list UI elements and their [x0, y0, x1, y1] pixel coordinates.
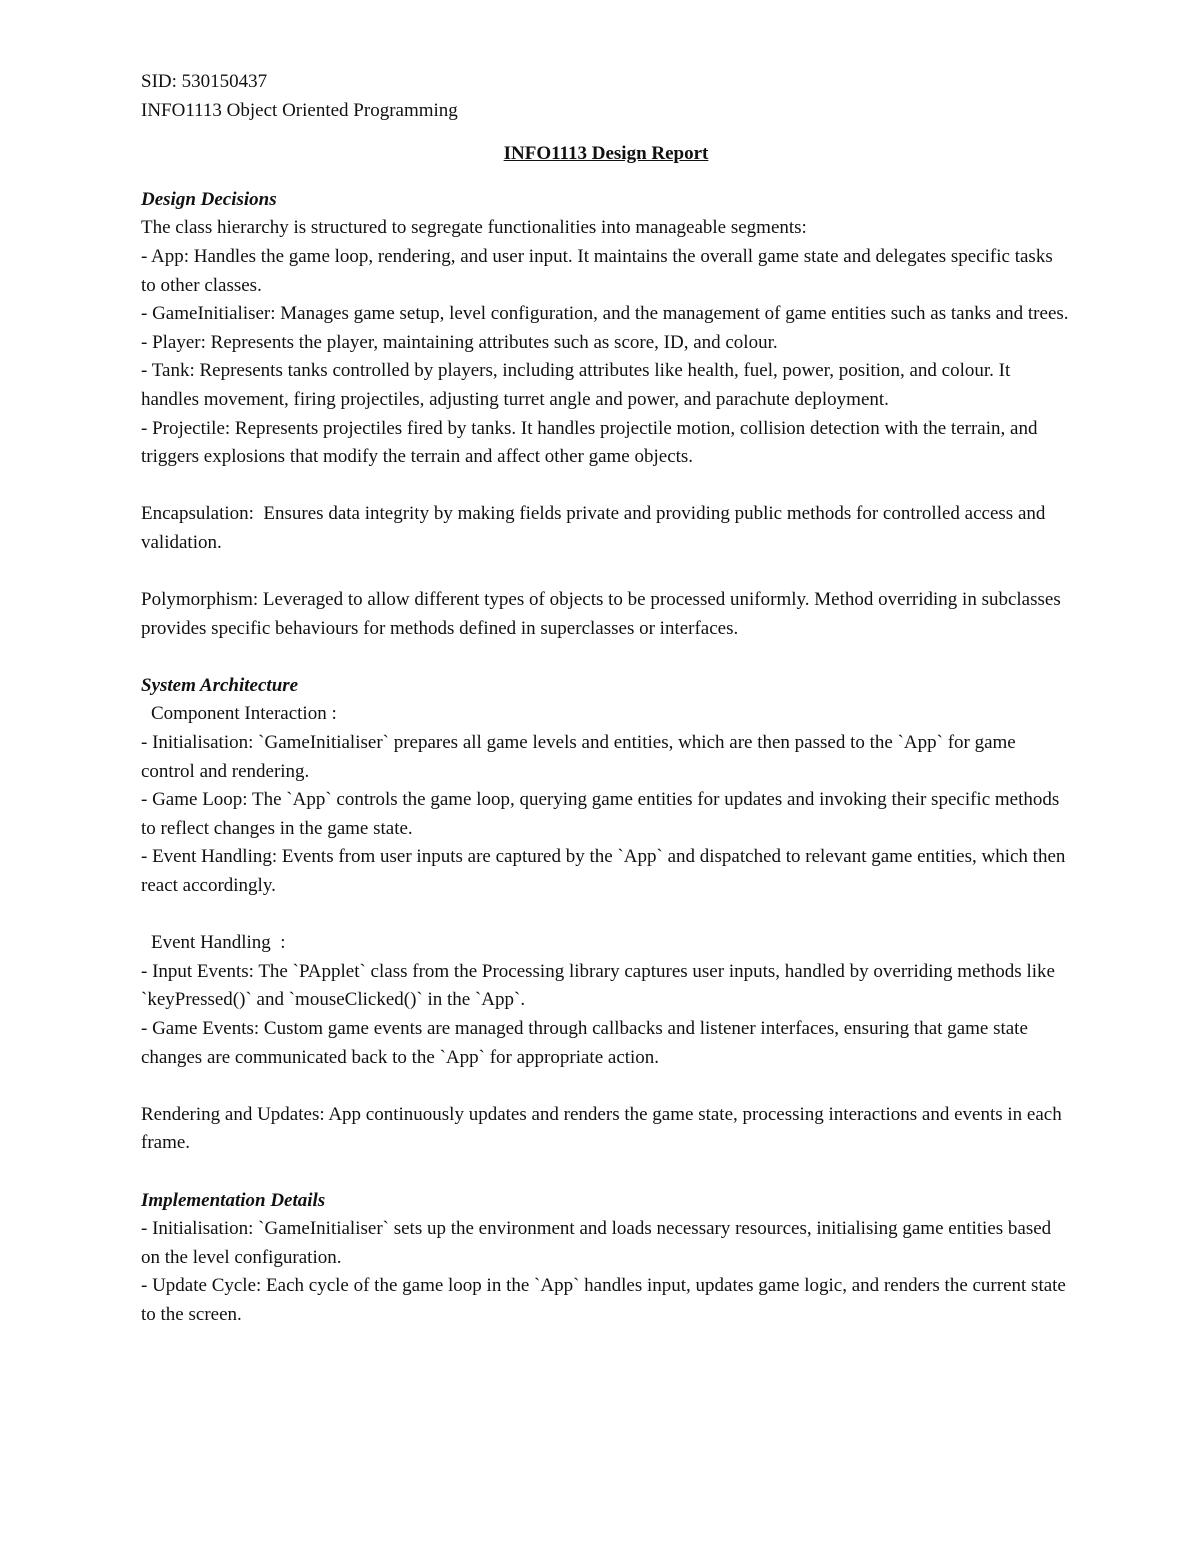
design-decisions-heading: Design Decisions — [141, 188, 277, 210]
design-decisions-section — [141, 186, 1071, 644]
list-item-projectile: - Projectile: Represents projectiles fired by tanks. It handles projectile motion, collision detection with the terrain, and triggers explosions that modify the terrain and affect other game objects. — [141, 417, 1043, 468]
list-item-initialisation: - Initialisation: `GameInitialiser` prepares all game levels and entities, which are then passed to the `App` for game control and rendering. — [141, 732, 1021, 782]
encapsulation-paragraph: Encapsulation: Ensures data integrity by making fields private and providing public methods for controlled access and validation. — [141, 503, 1051, 553]
document-title: INFO1113 Design Report — [503, 143, 709, 165]
design-decisions-intro: The class hierarchy is structured to segregate functionalities into manageable segments: — [141, 217, 807, 239]
implementation-details-heading: Implementation Details — [141, 1189, 326, 1211]
list-item-game-events: - Game Events: Custom game events are managed through callbacks and listener interfaces, ensuring that game state changes are communicated back to the `App` for appropriate action. — [141, 1018, 1033, 1068]
list-item-update-cycle: - Update Cycle: Each cycle of the game loop in the `App` handles input, updates game logic, and renders the current state to the screen. — [141, 1275, 1071, 1325]
student-id: SID: 530150437 — [141, 71, 268, 92]
rendering-paragraph: Rendering and Updates: App continuously updates and renders the game state, processing interactions and events in each frame. — [141, 1103, 1067, 1154]
list-item-impl-initialisation: - Initialisation: `GameInitialiser` sets up the environment and loads necessary resources, initialising game entities based on the level configuration. — [141, 1218, 1056, 1268]
course-name: INFO1113 Object Oriented Programming — [141, 99, 458, 121]
list-item-input-events: - Input Events: The `PApplet` class from the Processing library captures user inputs, handled by overriding methods like `keyPressed()` and `mouseClicked()` in the `App`. — [141, 960, 1060, 1011]
list-item-tank: - Tank: Represents tanks controlled by players, including attributes like health, fuel, power, position, and colour. It handles movement, firing projectiles, adjusting turret angle and power, and parachute deployment. — [141, 360, 1015, 410]
list-item-game-loop: - Game Loop: The `App` controls the game loop, querying game entities for updates and invoking their specific methods to reflect changes in the game state. — [141, 789, 1065, 839]
list-item-app: - App: Handles the game loop, rendering, and user input. It maintains the overall game state and delegates specific tasks to other classes. — [141, 245, 1058, 296]
list-item-gameinitialiser: - GameInitialiser: Manages game setup, level configuration, and the management of game entities such as tanks and trees. — [141, 303, 1069, 325]
list-item-event-handling: - Event Handling: Events from user inputs are captured by the `App` and dispatched to relevant game entities, which then react accordingly. — [141, 846, 1071, 897]
event-handling-label: Event Handling : — [151, 932, 286, 954]
component-interaction-label: Component Interaction : — [151, 703, 337, 725]
implementation-details-section — [141, 1187, 1071, 1330]
system-architecture-section — [141, 672, 1071, 1158]
system-architecture-heading: System Architecture — [141, 674, 299, 696]
document-page — [141, 68, 1071, 1330]
polymorphism-paragraph: Polymorphism: Leveraged to allow different types of objects to be processed uniformly. Method overriding in subclasses provides specific behaviours for methods defined in superclasses or interfaces. — [141, 589, 1066, 639]
list-item-player: - Player: Represents the player, maintaining attributes such as score, ID, and colour. — [141, 331, 778, 353]
